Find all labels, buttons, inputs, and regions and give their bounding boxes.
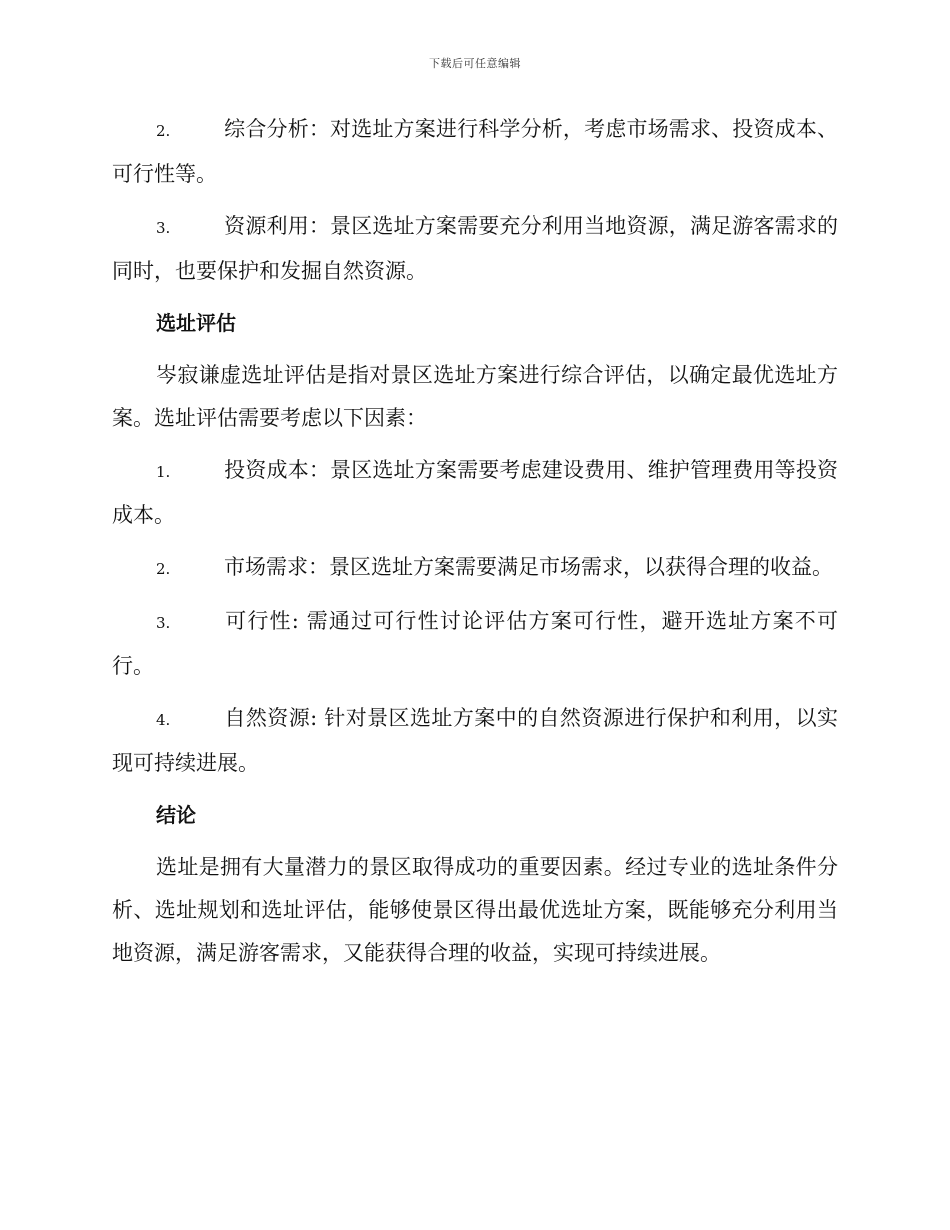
list-number: 1.	[156, 463, 171, 481]
list-item	[112, 697, 838, 785]
list-text: 可行性: 需通过可行性讨论评估方案可行性，避开选址方案不可行。	[112, 609, 838, 678]
list-text: 自然资源: 针对景区选址方案中的自然资源进行保护和利用，以实现可持续进展。	[112, 706, 838, 775]
list-number: 2.	[156, 560, 171, 578]
list-text: 综合分析：对选址方案进行科学分析，考虑市场需求、投资成本、可行性等。	[112, 117, 838, 186]
list-text: 市场需求：景区选址方案需要满足市场需求，以获得合理的收益。	[224, 555, 833, 579]
list-number: 2.	[156, 122, 171, 140]
list-item	[112, 205, 838, 293]
list-item	[112, 108, 838, 196]
evaluation-intro: 岑寂谦虚选址评估是指对景区选址方案进行综合评估，以确定最优选址方案。选址评估需要考虑以下因素：	[112, 363, 838, 430]
list-item	[112, 600, 838, 688]
page-header: 下载后可任意编辑	[429, 57, 521, 70]
list-text: 资源利用：景区选址方案需要充分利用当地资源，满足游客需求的同时，也要保护和发掘自然资源。	[112, 214, 838, 283]
list-number: 3.	[156, 614, 171, 632]
list-text: 投资成本：景区选址方案需要考虑建设费用、维护管理费用等投资成本。	[112, 458, 838, 527]
list-number: 4.	[156, 711, 171, 729]
list-item	[112, 449, 838, 537]
section-heading-conclusion: 结论	[156, 803, 196, 827]
list-number: 3.	[156, 219, 171, 237]
section-heading-evaluation: 选址评估	[156, 311, 236, 335]
list-item	[112, 546, 838, 591]
conclusion-text: 选址是拥有大量潜力的景区取得成功的重要因素。经过专业的选址条件分析、选址规划和选址评估，能够使景区得出最优选址方案，既能够充分利用当地资源，满足游客需求，又能获得合理的收益，实现可持续进展。	[112, 855, 838, 965]
document-body	[112, 108, 838, 984]
